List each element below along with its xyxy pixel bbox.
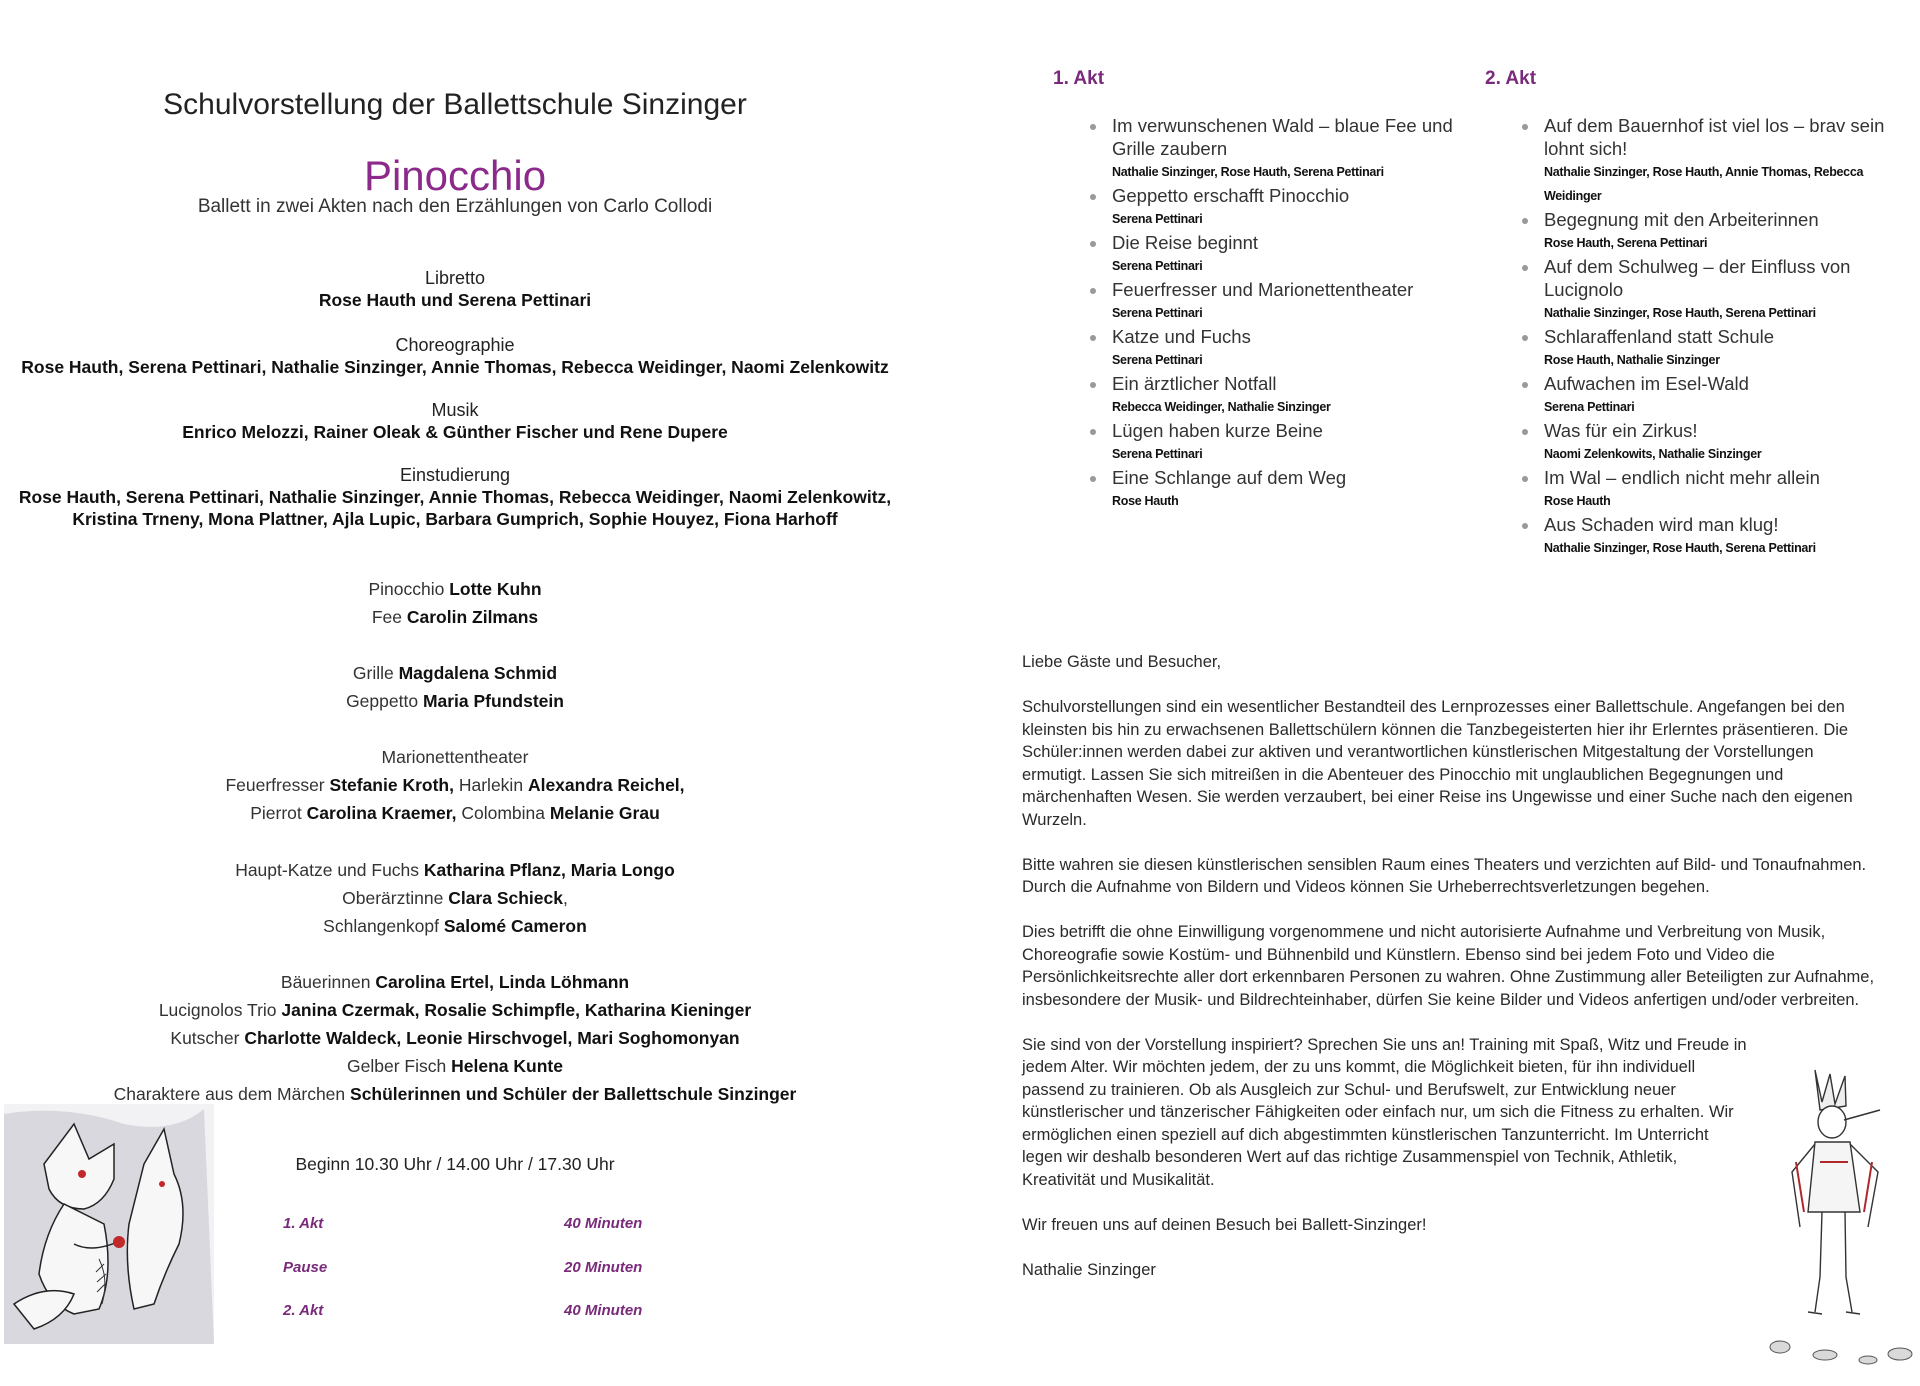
scene-item <box>1082 278 1462 325</box>
letter-signature: Nathalie Sinzinger <box>1022 1260 1156 1279</box>
scene-title: Lügen haben kurze Beine <box>1112 420 1323 441</box>
cast-role: Harlekin <box>458 775 524 795</box>
schedule-label: Pause <box>283 1259 328 1276</box>
scene-title: Aufwachen im Esel-Wald <box>1544 373 1749 394</box>
scene-item <box>1514 114 1894 208</box>
scene-title: Aus Schaden wird man klug! <box>1544 514 1779 535</box>
scene-item <box>1514 208 1894 255</box>
schedule-duration: 20 Minuten <box>564 1259 643 1276</box>
akt1-heading: 1. Akt <box>1053 68 1105 89</box>
cast-name: Magdalena Schmid <box>398 663 558 683</box>
scene-item <box>1082 184 1462 231</box>
schedule-duration: 40 Minuten <box>564 1215 643 1232</box>
scene-title: Katze und Fuchs <box>1112 326 1251 347</box>
play-title: Pinocchio <box>363 152 547 199</box>
scene-cast: Serena Pettinari <box>1544 400 1635 414</box>
letter-paragraph: Schulvorstellungen sind ein wesentlicher Bestandteil des Lernprozesses einer Ballettschule. Angefangen bei den kleinsten bis hin zu erwachsenen Ballettschülern können die Tanzbegeisterten hier ihr Erlerntes präsentieren. Die Schüler:innen werden dabei zur aktiven und verantwortlichen künstlerischen Mitgestaltung der Vorstellungen ermutigt. Lassen Sie sich mitreißen in die Abenteuer des Pinocchio mit unglaublichen Begegnungen und märchenhaften Wesen. Sie werden verzaubert, bei einer Reise ins Ungewisse und einer Suche nach den eigenen Wurzeln. <box>1022 698 1853 829</box>
scene-item <box>1514 325 1894 372</box>
akt1-scene-list <box>1082 114 1462 513</box>
cast-role: Pierrot <box>250 803 302 823</box>
scene-title: Schlaraffenland statt Schule <box>1544 326 1775 347</box>
cast-suffix: , <box>562 888 568 908</box>
cast-role: Oberärztinne <box>342 888 444 908</box>
scene-cast: Nathalie Sinzinger, Rose Hauth, Serena Pettinari <box>1544 306 1816 320</box>
cast-role: Schlangenkopf <box>323 916 439 936</box>
cast-name: Alexandra Reichel, <box>527 775 685 795</box>
credit-role: Libretto <box>424 268 486 288</box>
cast-name: Carolina Kraemer, <box>306 803 457 823</box>
scene-title: Eine Schlange auf dem Weg <box>1112 467 1347 488</box>
scene-cast: Serena Pettinari <box>1112 259 1203 273</box>
begin-times: Beginn 10.30 Uhr / 14.00 Uhr / 17.30 Uhr <box>295 1154 615 1174</box>
scene-cast: Nathalie Sinzinger, Rose Hauth, Serena Pettinari <box>1544 541 1816 555</box>
credit-einstudierung <box>0 464 910 530</box>
credit-names: Rose Hauth und Serena Pettinari <box>318 290 592 310</box>
scene-title: Begegnung mit den Arbeiterinnen <box>1544 209 1819 230</box>
credit-names-line2: Kristina Trneny, Mona Plattner, Ajla Lupic, Barbara Gumprich, Sophie Houyez, Fiona Harhoff <box>72 509 838 529</box>
scene-cast: Serena Pettinari <box>1112 447 1203 461</box>
scene-title: Auf dem Bauernhof ist viel los – brav sein lohnt sich! <box>1544 115 1885 159</box>
cast-gelber-fisch <box>0 1052 910 1080</box>
scene-item <box>1514 513 1894 560</box>
cast-name: Salomé Cameron <box>443 916 587 936</box>
letter-paragraph: Bitte wahren sie diesen künstlerischen sensiblen Raum eines Theaters und verzichten auf Bild- und Tonaufnahmen. Durch die Aufnahme von Bildern und Videos können Sie Urheberrechtsverletzungen begehen. <box>1022 855 1867 896</box>
scene-cast: Rose Hauth, Serena Pettinari <box>1544 236 1708 250</box>
schedule-label: 2. Akt <box>283 1302 324 1319</box>
scene-title: Feuerfresser und Marionettentheater <box>1112 279 1414 300</box>
cast-marionettentheater-heading <box>0 743 910 771</box>
scene-item <box>1082 419 1462 466</box>
cast-name: Lotte Kuhn <box>449 579 542 599</box>
scene-item <box>1514 255 1894 325</box>
cast-pinocchio <box>0 575 910 603</box>
cast-role: Gelber Fisch <box>347 1056 447 1076</box>
scene-item <box>1514 466 1894 513</box>
credit-names: Rose Hauth, Serena Pettinari, Nathalie Sinzinger, Annie Thomas, Rebecca Weidinger, Naomi Zelenkowitz <box>21 357 889 377</box>
scene-cast: Rose Hauth <box>1544 494 1611 508</box>
cast-role: Haupt-Katze und Fuchs <box>235 860 420 880</box>
cast-heading: Marionettentheater <box>381 747 529 767</box>
cast-role: Feuerfresser <box>225 775 325 795</box>
cast-geppetto <box>0 687 910 715</box>
scene-item <box>1514 419 1894 466</box>
scene-cast: Nathalie Sinzinger, Rose Hauth, Annie Thomas, Rebecca Weidinger <box>1544 165 1864 203</box>
credit-role: Musik <box>431 400 479 420</box>
credit-libretto <box>0 267 910 311</box>
cast-name: Stefanie Kroth, <box>329 775 454 795</box>
scene-item <box>1082 466 1462 513</box>
credit-musik <box>0 399 910 443</box>
cast-kutscher <box>0 1024 910 1052</box>
letter-closing: Wir freuen uns auf deinen Besuch bei Ballett-Sinzinger! <box>1022 1215 1427 1234</box>
scene-title: Die Reise beginnt <box>1112 232 1259 253</box>
cast-baeuerinnen <box>0 968 910 996</box>
cast-role: Fee <box>371 607 402 627</box>
play-subtitle: Ballett in zwei Akten nach den Erzählungen von Carlo Collodi <box>197 196 713 217</box>
school-title: Schulvorstellung der Ballettschule Sinzinger <box>163 88 747 121</box>
scene-item <box>1082 372 1462 419</box>
scene-cast: Serena Pettinari <box>1112 306 1203 320</box>
scene-item <box>1082 231 1462 278</box>
cast-name: Melanie Grau <box>549 803 660 823</box>
cast-role: Charaktere aus dem Märchen <box>113 1084 346 1104</box>
pinocchio-illustration <box>1760 1062 1915 1367</box>
program-left-page <box>0 0 910 1386</box>
scene-cast: Serena Pettinari <box>1112 212 1203 226</box>
scene-title: Ein ärztlicher Notfall <box>1112 373 1277 394</box>
akt2-scene-list <box>1514 114 1894 560</box>
scene-item <box>1514 372 1894 419</box>
cast-lucignolo-trio <box>0 996 910 1024</box>
letter-greeting: Liebe Gäste und Besucher, <box>1022 653 1222 671</box>
schedule-label: 1. Akt <box>283 1215 324 1232</box>
cast-katze-fuchs <box>0 856 910 884</box>
cast-name: Carolin Zilmans <box>406 607 539 627</box>
cast-schlangenkopf <box>0 912 910 940</box>
cast-fee <box>0 603 910 631</box>
cast-name: Schülerinnen und Schüler der Ballettschule Sinzinger <box>350 1084 797 1104</box>
cast-name: Maria Pfundstein <box>422 691 564 711</box>
cast-role: Grille <box>352 663 394 683</box>
scene-title: Im verwunschenen Wald – blaue Fee und Grille zaubern <box>1112 115 1453 159</box>
cast-role: Lucignolos Trio <box>158 1000 277 1020</box>
cast-grille <box>0 659 910 687</box>
cast-oberaerztinne <box>0 884 910 912</box>
credit-role: Choreographie <box>395 335 515 355</box>
scene-cast: Rose Hauth, Nathalie Sinzinger <box>1544 353 1720 367</box>
cast-name: Janina Czermak, Rosalie Schimpfle, Katharina Kieninger <box>281 1000 752 1020</box>
cast-feuerfresser-harlekin <box>0 771 910 799</box>
cast-role: Kutscher <box>170 1028 240 1048</box>
cast-name: Helena Kunte <box>451 1056 563 1076</box>
scene-title: Was für ein Zirkus! <box>1544 420 1698 441</box>
cast-name: Clara Schieck <box>448 888 563 908</box>
scene-cast: Naomi Zelenkowits, Nathalie Sinzinger <box>1544 447 1762 461</box>
cast-role: Colombina <box>461 803 545 823</box>
letter-paragraph: Dies betrifft die ohne Einwilligung vorgenommene und nicht autorisierte Aufnahme und Verbreitung von Musik, Choreografie sowie Kostüm- und Bühnenbild und Künstlern. Ebenso sind bei jedem Foto und Video die Persönlichkeitsrechte aller dort erkennbaren Personen zu wahren. Ohne Zustimmung aller Beteiligten zur Aufnahme, insbesondere der Musik- und Bildrechteinhaber, dürfen Sie keine Bilder und Videos anfertigen und/oder verbreiten. <box>1022 923 1875 1009</box>
welcome-letter <box>1022 651 1882 1304</box>
scene-title: Im Wal – endlich nicht mehr allein <box>1544 467 1820 488</box>
akt2-heading: 2. Akt <box>1485 68 1537 89</box>
scene-cast: Rose Hauth <box>1112 494 1179 508</box>
credit-names-line1: Rose Hauth, Serena Pettinari, Nathalie Sinzinger, Annie Thomas, Rebecca Weidinger, Naomi Zelenkowitz, <box>18 487 892 507</box>
scene-title: Geppetto erschafft Pinocchio <box>1112 185 1350 206</box>
credit-names: Enrico Melozzi, Rainer Oleak & Günther Fischer und Rene Dupere <box>182 422 728 442</box>
letter-paragraph: Sie sind von der Vorstellung inspiriert? Sprechen Sie uns an! Training mit Spaß, Witz und Freude in jedem Alter. Wir möchten jedem, der zu uns kommt, die Möglichkeit bieten, für ihn individuell passend zu trainieren. Ob als Ausgleich zur Schul- und Berufswelt, zur Entwicklung neuer künstlerischer und tänzerischer Fähigkeiten oder einfach nur, um sich die Fitness zu erhalten. Wir ermöglichen einen speziell auf dich abgestimmten künstlerischen Tanzunterricht. Im Unterricht legen wir deshalb besonderen Wert auf das richtige Zusammenspiel von Technik, Athletik, Kreativität und Musikalität. <box>1022 1035 1747 1189</box>
credit-choreographie <box>0 334 910 378</box>
cast-name: Katharina Pflanz, Maria Longo <box>423 860 675 880</box>
cast-name: Carolina Ertel, Linda Löhmann <box>375 972 630 992</box>
scene-cast: Serena Pettinari <box>1112 353 1203 367</box>
scene-item <box>1082 114 1462 184</box>
scene-item <box>1082 325 1462 372</box>
cast-role: Bäuerinnen <box>280 972 371 992</box>
scene-cast: Rebecca Weidinger, Nathalie Sinzinger <box>1112 400 1331 414</box>
cast-role: Pinocchio <box>368 579 445 599</box>
credit-role: Einstudierung <box>399 465 511 485</box>
cat-and-fox-illustration <box>4 1104 214 1344</box>
cast-role: Geppetto <box>346 691 419 711</box>
cast-pierrot-colombina <box>0 799 910 827</box>
scene-title: Auf dem Schulweg – der Einfluss von Lucignolo <box>1544 256 1851 300</box>
schedule-duration: 40 Minuten <box>564 1302 643 1319</box>
cast-name: Charlotte Waldeck, Leonie Hirschvogel, Mari Soghomonyan <box>244 1028 740 1048</box>
scene-cast: Nathalie Sinzinger, Rose Hauth, Serena Pettinari <box>1112 165 1384 179</box>
